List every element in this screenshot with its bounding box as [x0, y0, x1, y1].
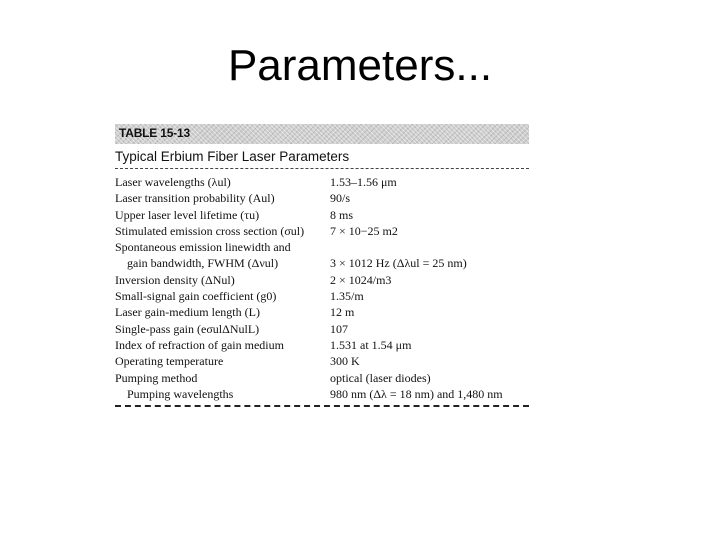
- table-label: TABLE 15-13: [119, 126, 190, 140]
- table-bottom-rule: [115, 405, 529, 407]
- param-value: 7 × 10−25 m2: [330, 223, 398, 238]
- table-row: [115, 223, 529, 239]
- param-value: 1.35/m: [330, 289, 364, 304]
- param-value: 3 × 1012 Hz (Δλul = 25 nm): [330, 256, 467, 271]
- table-row: [115, 337, 529, 353]
- param-value: 8 ms: [330, 207, 354, 222]
- param-label: Laser wavelengths (λul): [115, 175, 231, 189]
- table-row: [115, 353, 529, 369]
- param-value: 980 nm (Δλ = 18 nm) and 1,480 nm: [330, 386, 503, 401]
- param-value: 2 × 1024/m3: [330, 272, 392, 287]
- param-value: 300 K: [330, 354, 360, 369]
- table-row: [115, 288, 529, 304]
- param-label: Spontaneous emission linewidth and: [115, 240, 291, 255]
- table-top-rule: [115, 168, 529, 169]
- slide-title: Parameters...: [227, 41, 493, 90]
- table-row: [115, 207, 529, 223]
- param-value: optical (laser diodes): [330, 370, 431, 385]
- param-label: Inversion density (ΔNul): [115, 272, 235, 287]
- param-label: Pumping wavelengths: [127, 386, 234, 401]
- param-value: 1.53–1.56 μm: [330, 175, 397, 189]
- table-row: [115, 370, 529, 386]
- param-label: Index of refraction of gain medium: [115, 337, 284, 352]
- param-label: Upper laser level lifetime (τu): [115, 207, 260, 222]
- table-row: [115, 304, 529, 320]
- table-row: [115, 272, 529, 288]
- table-row: [115, 174, 529, 190]
- table-caption: Typical Erbium Fiber Laser Parameters: [115, 149, 350, 164]
- table-row: [115, 190, 529, 206]
- param-label: Laser gain-medium length (L): [115, 305, 260, 320]
- param-label: Laser transition probability (Aul): [115, 191, 275, 206]
- table-row: [115, 239, 529, 255]
- param-value: [330, 239, 529, 255]
- table-row: [115, 255, 529, 271]
- param-value: 12 m: [330, 305, 355, 320]
- table-row: [115, 386, 529, 402]
- param-value: 90/s: [330, 191, 351, 206]
- parameter-table: [115, 124, 529, 407]
- param-label: Stimulated emission cross section (σul): [115, 223, 305, 238]
- param-value: 107: [330, 321, 348, 336]
- table-row: [115, 321, 529, 337]
- param-label: Operating temperature: [115, 354, 224, 369]
- param-label: Single-pass gain (eσulΔNulL): [115, 321, 260, 336]
- param-value: 1.531 at 1.54 μm: [330, 337, 412, 352]
- param-label: Small-signal gain coefficient (g0): [115, 289, 277, 304]
- table-body: [115, 174, 529, 402]
- table-label-bar: [115, 124, 529, 144]
- param-label: gain bandwidth, FWHM (Δνul): [127, 256, 279, 271]
- param-label: Pumping method: [115, 370, 198, 385]
